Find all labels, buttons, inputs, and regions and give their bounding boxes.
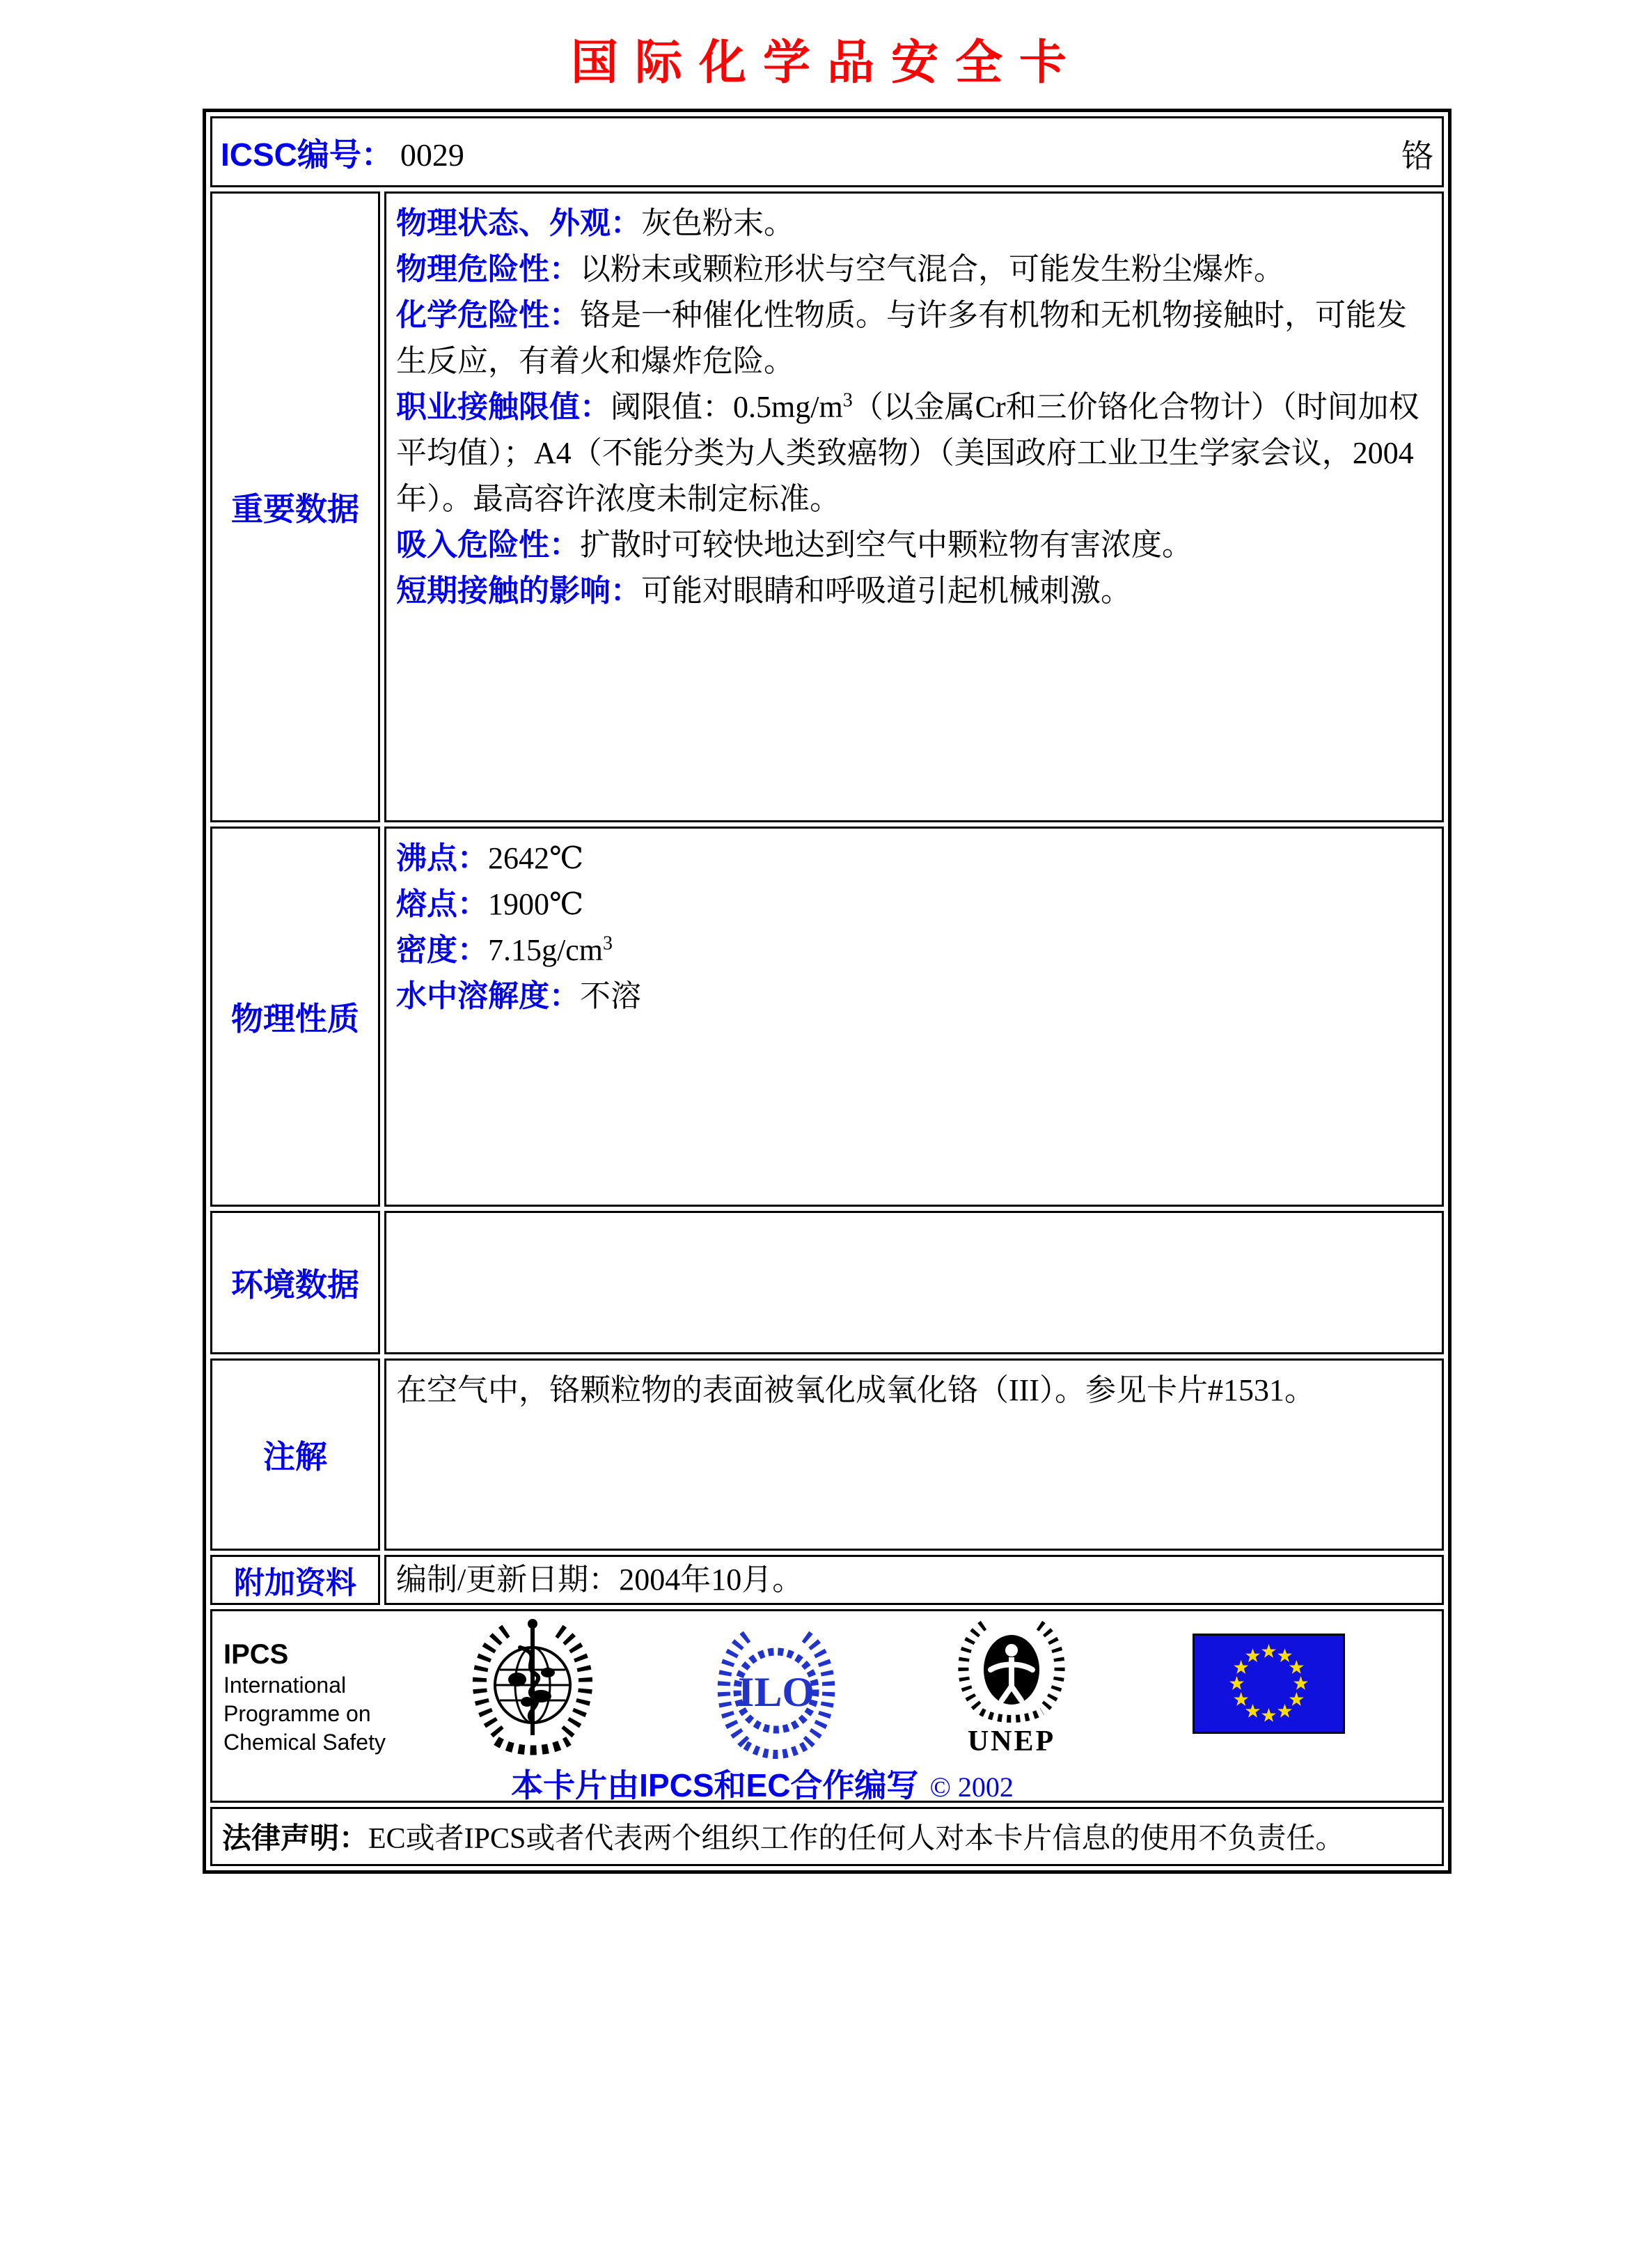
icsc-number-value: 0029	[400, 137, 464, 173]
physical-hazard-row	[396, 246, 1432, 292]
field-text: 1900℃	[488, 887, 584, 921]
field-text: 灰色粉末。	[641, 206, 794, 240]
legal-row	[210, 1807, 1444, 1866]
section-label-text: 注解	[263, 1439, 327, 1475]
field-label: 化学危险性：	[396, 298, 580, 332]
section-label-physical	[210, 827, 380, 1207]
ipcs-title: IPCS	[223, 1639, 289, 1670]
ipcs-line: Programme on	[223, 1701, 371, 1726]
additional-info-row	[210, 1555, 1444, 1605]
water-solubility-row	[396, 973, 1432, 1019]
field-text: 不溶	[580, 979, 641, 1013]
field-label: 物理状态、外观：	[396, 206, 641, 240]
icsc-number-label: ICSC编号：	[221, 136, 393, 173]
caption-text: 本卡片由IPCS和EC合作编写	[511, 1767, 919, 1803]
ilo-emblem-icon	[707, 1625, 846, 1764]
unep-logo	[942, 1618, 1081, 1757]
field-text: 扩散时可较快地达到空气中颗粒物有害浓度。	[580, 528, 1193, 562]
field-text-after: （以金属Cr和三价铬化合物计）（时间加权平均值）；A4（不能分类为人类致癌物）（美国政府工业卫生学家会议，2004年）。最高容许浓度未制定标准。	[396, 390, 1419, 516]
density-row	[396, 927, 1432, 973]
field-text: 铬是一种催化性物质。与许多有机物和无机物接触时，可能发生反应，有着火和爆炸危险。	[396, 298, 1407, 378]
header-row	[210, 116, 1444, 187]
field-label: 沸点：	[396, 841, 488, 875]
physical-properties-content	[384, 827, 1444, 1207]
field-text: 以粉末或颗粒形状与空气混合，可能发生粉尘爆炸。	[580, 252, 1284, 286]
copyright-text: © 2002	[929, 1771, 1014, 1803]
legal-cell	[210, 1807, 1444, 1866]
eu-flag-icon	[1193, 1634, 1345, 1734]
field-text: 2642℃	[488, 841, 584, 875]
legal-text: EC或者IPCS或者代表两个组织工作的任何人对本卡片信息的使用不负责任。	[368, 1823, 1345, 1855]
who-emblem-icon	[463, 1615, 602, 1762]
exposure-limit-row	[396, 384, 1432, 522]
header-cell	[210, 116, 1444, 187]
section-label-notes	[210, 1358, 380, 1551]
important-data-row	[210, 191, 1444, 822]
field-text: 在空气中，铬颗粒物的表面被氧化成氧化铬（III）。参见卡片#1531。	[396, 1373, 1315, 1407]
superscript: 3	[602, 932, 613, 955]
physical-state-row	[396, 201, 1432, 246]
field-text: 阈限值：0.5mg/m	[611, 390, 843, 424]
field-text: 编制/更新日期：2004年10月。	[396, 1563, 803, 1597]
unep-emblem-icon	[942, 1618, 1081, 1723]
field-label: 吸入危险性：	[396, 528, 580, 562]
additional-info-content	[384, 1555, 1444, 1605]
section-label-text: 附加资料	[234, 1566, 356, 1600]
legal-label: 法律声明：	[222, 1822, 369, 1854]
icsc-card-table	[203, 109, 1452, 1874]
melting-point-row	[396, 882, 1432, 927]
field-label: 密度：	[396, 933, 488, 967]
field-label: 短期接触的影响：	[396, 574, 641, 608]
field-text: 7.15g/cm	[488, 933, 603, 967]
unep-wordmark: UNEP	[967, 1725, 1056, 1757]
field-label: 水中溶解度：	[396, 979, 580, 1013]
ipcs-text-block	[223, 1638, 386, 1757]
field-text: 可能对眼睛和呼吸道引起机械刺激。	[641, 574, 1131, 608]
section-label-text: 物理性质	[231, 1001, 359, 1037]
notes-row	[210, 1358, 1444, 1551]
inhalation-risk-row	[396, 522, 1432, 568]
short-term-effects-row	[396, 568, 1432, 614]
boiling-point-row	[396, 836, 1432, 882]
cooperation-caption	[212, 1760, 1312, 1803]
ipcs-line: International	[223, 1673, 347, 1698]
section-label-environment	[210, 1211, 380, 1354]
section-label-additional	[210, 1555, 380, 1605]
section-label-text: 环境数据	[231, 1267, 359, 1303]
logos-row	[210, 1609, 1444, 1803]
environmental-data-row	[210, 1211, 1444, 1354]
field-label: 熔点：	[396, 887, 488, 921]
chemical-name: 铬	[1401, 139, 1433, 174]
field-label: 物理危险性：	[396, 252, 580, 286]
section-label-text: 重要数据	[231, 491, 359, 527]
page-title: 国际化学品安全卡	[570, 36, 1083, 89]
notes-content	[384, 1358, 1444, 1551]
section-label-important	[210, 191, 380, 822]
ilo-letters: ILO	[737, 1669, 815, 1715]
environmental-data-content	[384, 1211, 1444, 1354]
superscript: 3	[842, 389, 853, 412]
field-label: 职业接触限值：	[396, 390, 611, 424]
chemical-hazard-row	[396, 292, 1432, 384]
logos-cell	[210, 1609, 1444, 1803]
ipcs-line: Chemical Safety	[223, 1730, 386, 1755]
important-data-content	[384, 191, 1444, 822]
physical-properties-row	[210, 827, 1444, 1207]
